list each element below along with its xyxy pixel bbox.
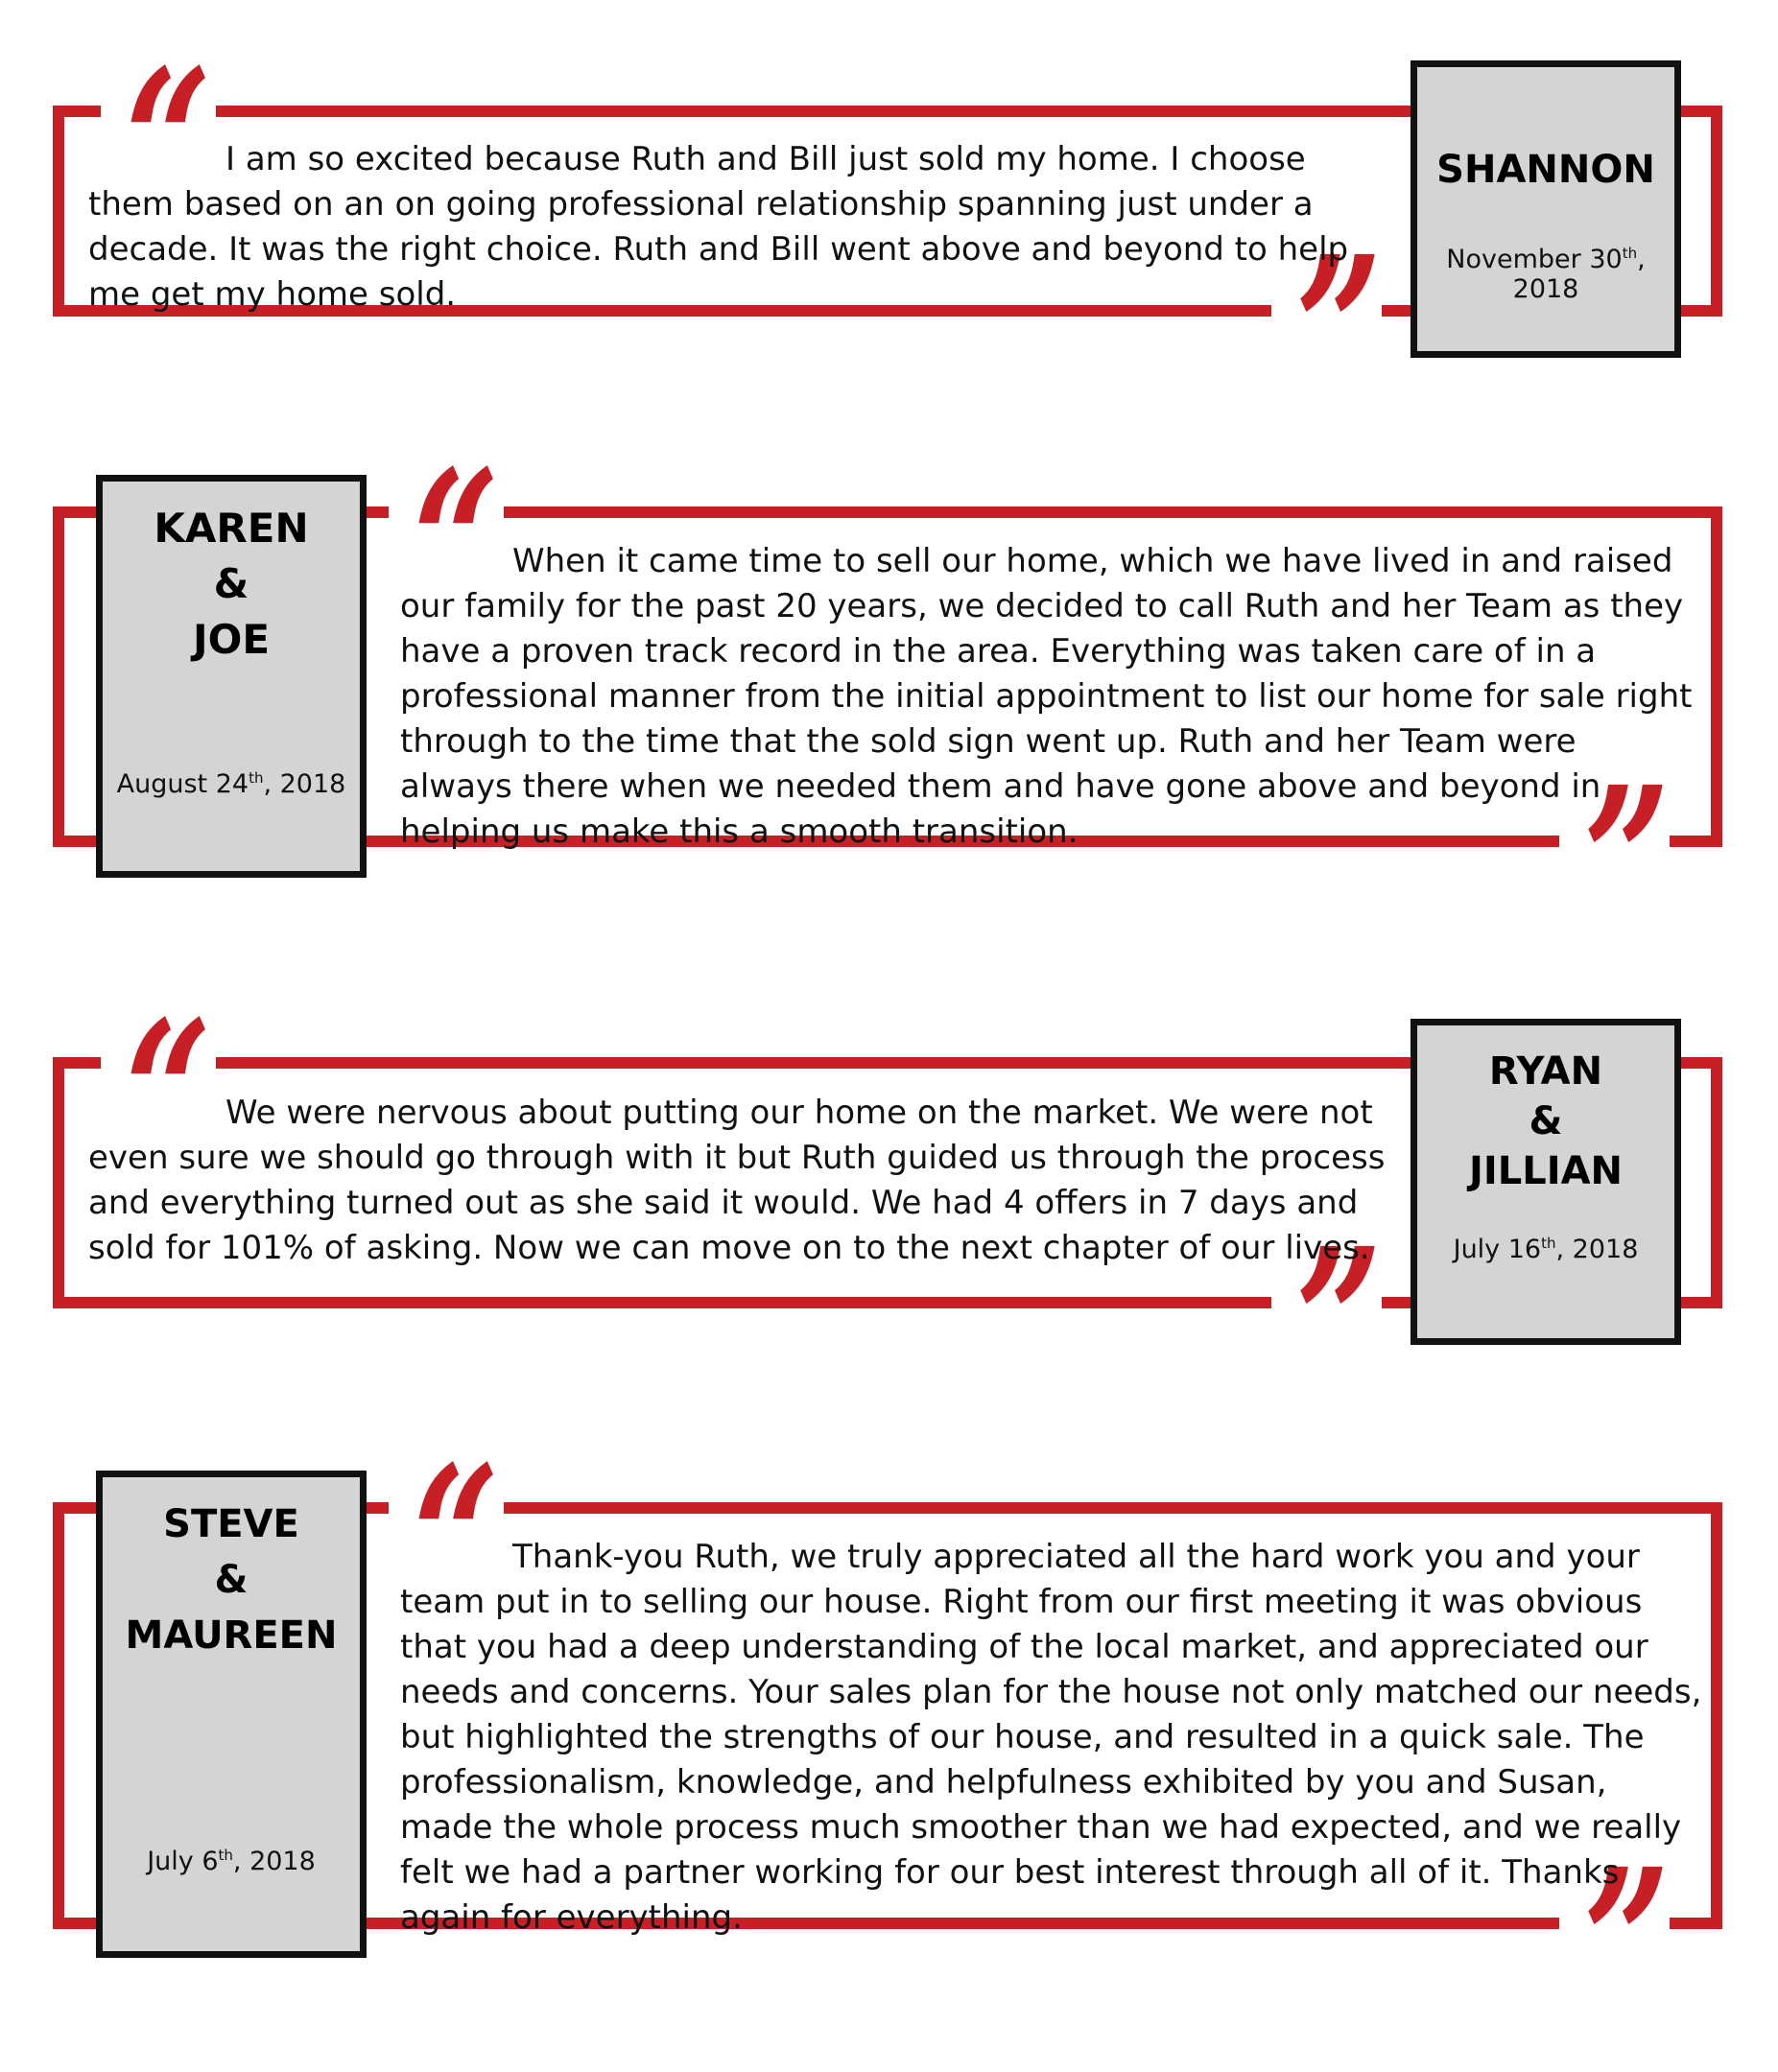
open-quote-mark: “ [413, 426, 500, 663]
testimonial-text: I am so excited because Ruth and Bill just sold my home. I choose them based on an on going professional relationship spanning just under a decade. It was the right choice. Ruth and Bill went above and beyond to help me get my home sold. [88, 140, 1349, 314]
testimonial-date [103, 1847, 360, 1876]
date-year: , 2018 [232, 1847, 316, 1876]
close-quote-mark: ” [1295, 212, 1383, 449]
close-quote-mark: ” [1295, 1204, 1383, 1441]
author-box [96, 1471, 367, 1958]
date-text: July 16 [1453, 1235, 1542, 1264]
open-quote-mark: “ [125, 977, 212, 1213]
date-suffix: th [218, 1847, 233, 1864]
author-name: SHANNON [1436, 148, 1655, 192]
date-year: , 2018 [263, 769, 346, 799]
close-quote-mark: ” [1583, 1825, 1671, 2061]
testimonial-text: When it came time to sell our home, which we have lived in and raised our family for the past 20 years, we decided to call Ruth and her Team as they have a proven track record in the area. Everything was taken care of in a professional manner from the initial appointment to list our home for sale right through to the time that the sold sign went up. Ruth and her Team were always there when we needed them and have gone above and beyond in helping us make this a smooth transition. [400, 542, 1693, 851]
close-quote-mark: ” [1583, 742, 1671, 979]
testimonial-text: Thank-you Ruth, we truly appreciated all the hard work you and your team put in to selling our house. Right from our first meeting it was obvious that you had a deep understanding of the local market, and appreciated our needs and concerns. Your sales plan for the house not only matched our needs, but highlighted the strengths of our house, and resulted in a quick sale. The professionalism, knowledge, and helpfulness exhibited by you and Susan, made the whole process much smoother than we had expected, and we really felt we had a partner working for our best interest through all of it. Thanks again for everything. [400, 1538, 1702, 1937]
author-name: RYAN & JILLIAN [1468, 1049, 1624, 1193]
date-suffix: th [1622, 245, 1638, 262]
date-year: , 2018 [1512, 245, 1646, 304]
date-text: July 6 [147, 1847, 219, 1876]
date-text: August 24 [116, 769, 249, 799]
date-suffix: th [249, 769, 264, 787]
testimonial-text: We were nervous about putting our home on the market. We were not even sure we should go through with it but Ruth guided us through the process and everything turned out as she said it would. We had 4 offers in 7 days and sold for 101% of asking. Now we can move on to the next chapter of our lives. [88, 1094, 1386, 1267]
date-suffix: th [1541, 1235, 1556, 1252]
date-year: , 2018 [1555, 1235, 1639, 1264]
open-quote-mark: “ [413, 1422, 500, 1659]
open-quote-mark: “ [125, 25, 212, 262]
date-text: November 30 [1446, 245, 1623, 274]
author-name: KAREN & JOE [154, 505, 309, 663]
author-name: STEVE & MAUREEN [125, 1502, 338, 1658]
